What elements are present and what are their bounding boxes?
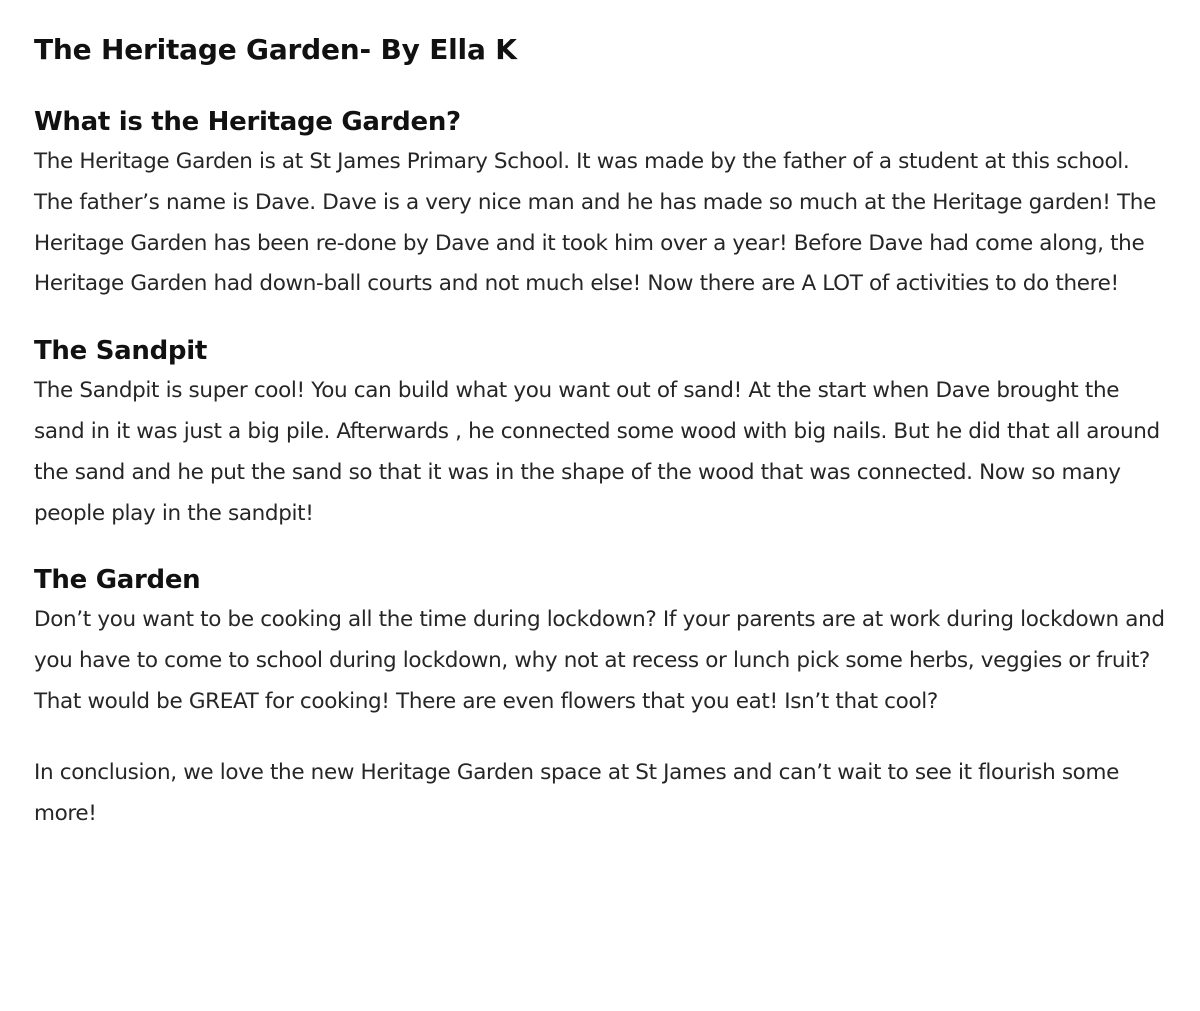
- section-body-garden: Don’t you want to be cooking all the time during lockdown? If your parents are at work during lockdown and you have to come to school during lockdown, why not at recess or lunch pick some herbs, veggies or fruit? That would be GREAT for cooking! There are even flowers that you eat! Isn’t that cool?: [34, 607, 1165, 714]
- conclusion-paragraph: [34, 753, 1174, 835]
- section-body-sandpit: The Sandpit is super cool! You can build what you want out of sand! At the start when Dave brought the sand in it was just a big pile. Afterwards , he connected some wood with big nails. But he did that all around the sand and he put the sand so that it was in the shape of the wood that was connected. Now so many people play in the sandpit!: [34, 378, 1160, 526]
- section-body-what-is: The Heritage Garden is at St James Primary School. It was made by the father of a student at this school. The father’s name is Dave. Dave is a very nice man and he has made so much at the Heritage garden! The Heritage Garden has been re-done by Dave and it took him over a year! Before Dave had come along, the Heritage Garden had down-ball courts and not much else! Now there are A LOT of activities to do there!: [34, 149, 1156, 297]
- section-sandpit: [34, 331, 1174, 534]
- section-garden: [34, 560, 1174, 722]
- document-title: The Heritage Garden- By Ella K: [34, 33, 517, 66]
- section-heading-what-is: What is the Heritage Garden?: [34, 107, 461, 137]
- section-heading-garden: The Garden: [34, 565, 201, 596]
- conclusion-text: In conclusion, we love the new Heritage Garden space at St James and can’t wait to see it flourish some more!: [34, 759, 1119, 826]
- section-what-is: [34, 102, 1174, 305]
- document-page: [34, 28, 1174, 834]
- section-heading-sandpit: The Sandpit: [34, 336, 207, 367]
